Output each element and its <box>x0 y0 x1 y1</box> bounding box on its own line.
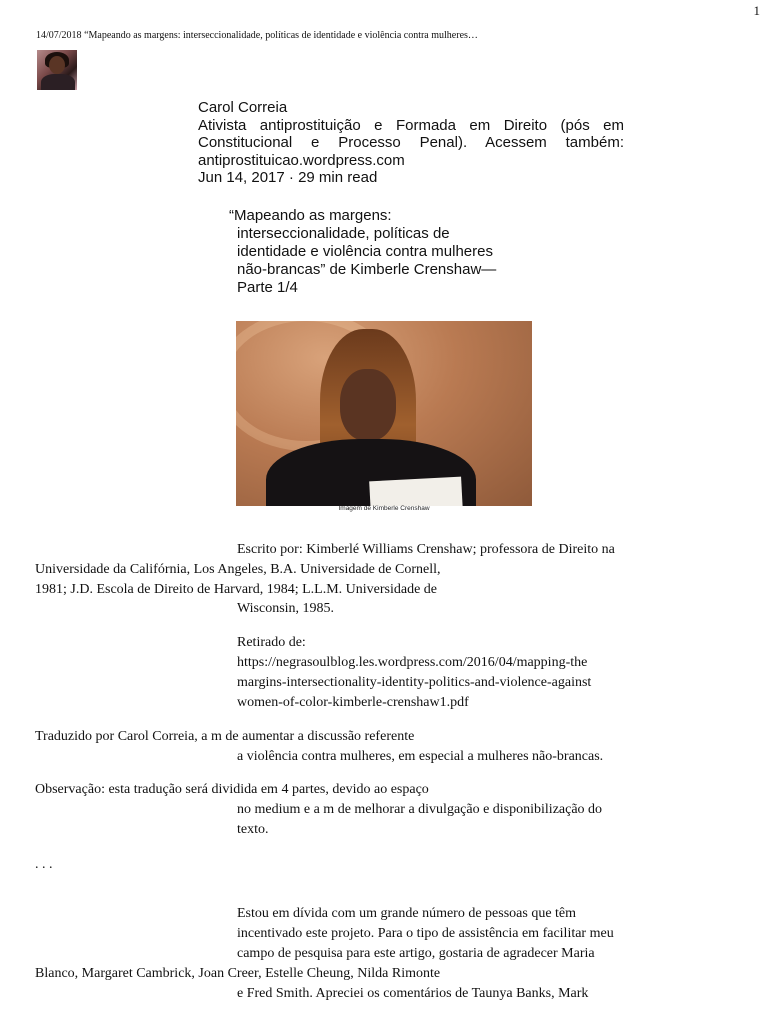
title-line: Parte 1/4 <box>237 279 298 296</box>
print-title: “Mapeando as margens: interseccionalidade, políticas de identidade e violência contra mulheres… <box>84 30 478 41</box>
body-line: Blanco, Margaret Cambrick, Joan Creer, Estelle Cheung, Nilda Rimonte <box>35 966 441 981</box>
source-link[interactable]: margins-intersectionality-identity-politics-and-violence-against <box>237 675 592 690</box>
print-header <box>36 30 478 41</box>
body-line: Observação: esta tradução será dividida em 4 partes, devido ao espaço <box>35 782 429 797</box>
title-line: “Mapeando as margens: <box>229 207 392 224</box>
article-title <box>229 207 529 297</box>
body-line: e Fred Smith. Apreciei os comentários de Taunya Banks, Mark <box>237 986 589 1001</box>
body-line: incentivado este projeto. Para o tipo de assistência em facilitar meu <box>237 926 614 941</box>
section-separator: . . . <box>35 857 53 872</box>
body-line: Traduzido por Carol Correia, a m de aumentar a discussão referente <box>35 729 415 744</box>
body-line: Wisconsin, 1985. <box>237 601 335 616</box>
title-line: identidade e violência contra mulheres <box>237 243 493 260</box>
page-number: 1 <box>753 3 760 18</box>
author-name[interactable]: Carol Correia <box>198 99 288 116</box>
post-meta: Jun 14, 2017 · 29 min read <box>198 169 378 186</box>
source-link[interactable]: women-of-color-kimberle-crenshaw1.pdf <box>237 695 469 710</box>
author-block <box>198 99 624 187</box>
body-line: Universidade da Califórnia, Los Angeles, B.A. Universidade de Cornell, <box>35 562 441 577</box>
author-bio: Ativista antiprostituição e Formada em Direito (pós em Constitucional e Processo Penal). Acessem também: antiprostituicao.wordpress.com <box>198 116 624 169</box>
author-avatar[interactable] <box>37 50 77 90</box>
print-date: 14/07/2018 <box>36 30 82 41</box>
article-photo <box>236 321 532 506</box>
body-line: a violência contra mulheres, em especial a mulheres não-brancas. <box>237 749 604 764</box>
body-line: texto. <box>237 822 269 837</box>
photo-caption: Imagem de Kimberle Crenshaw <box>338 505 430 512</box>
source-link[interactable]: https://negrasoulblog.les.wordpress.com/2016/04/mapping-the <box>237 655 588 670</box>
body-line: no medium e a m de melhorar a divulgação e disponibilização do <box>237 802 603 817</box>
body-line: Estou em dívida com um grande número de pessoas que têm <box>237 906 577 921</box>
body-line: Escrito por: Kimberlé Williams Crenshaw; professora de Direito na <box>237 542 615 557</box>
body-line: 1981; J.D. Escola de Direito de Harvard, 1984; L.L.M. Universidade de <box>35 582 438 597</box>
title-line: não-brancas” de Kimberle Crenshaw— <box>237 261 497 278</box>
body-line: Retirado de: <box>237 635 306 650</box>
body-line: campo de pesquisa para este artigo, gostaria de agradecer Maria <box>237 946 595 961</box>
title-line: interseccionalidade, políticas de <box>237 225 450 242</box>
